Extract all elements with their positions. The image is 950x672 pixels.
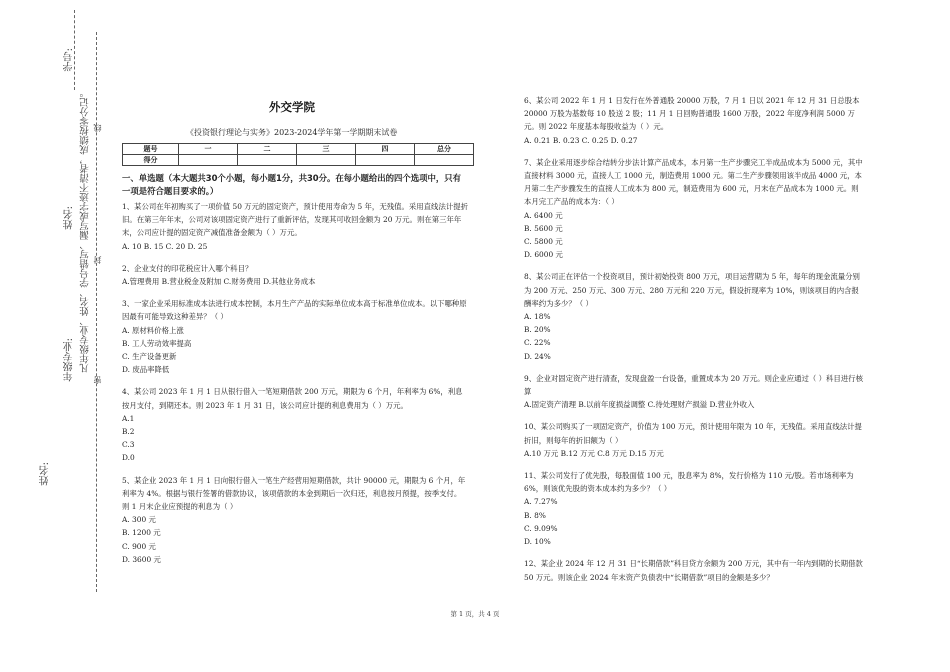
school-title: 外交学院 [269,100,315,114]
answer-option: D. 废品率降低 [122,365,170,375]
question-text: 11、某公司发行了优先股，每股面值 100 元，股息率为 8%，发行价格为 110 元/股。若市场利率为 6%，则该优先股的资本成本约为多少？（ ） [524,471,854,494]
answer-option: C. 9.09% [524,523,558,533]
answer-option: C. 生产设备更新 [122,352,177,362]
score-cell: 得分 [123,155,179,166]
question-block [524,94,864,147]
right-column [524,94,864,593]
answer-option: A.固定资产清理 B.以前年度损益调整 C.待处理财产损溢 D.营业外收入 [524,400,755,410]
question-text: 8、某公司正在评估一个投资项目，预计初始投资 800 万元，项目运营期为 5 年，每年的现金流量分别为 200 万元、250 万元、300 万元、280 万元和 220 万元，假设折现率为 10%，则该项目的内含报酬率约为多少？（ ） [524,272,860,308]
answer-option: A.1 [122,413,135,423]
answer-option: A. 0.21 B. 0.23 C. 0.25 D. 0.27 [524,135,638,145]
answer-option: D. 3600 元 [122,554,161,564]
question-block [122,200,468,253]
answer-option: A.10 万元 B.12 万元 C.8 万元 D.15 万元 [524,448,664,458]
question-block [524,420,864,460]
answer-option: B. 20% [524,325,551,335]
answer-option: A. 6400 元 [524,210,563,220]
score-blank [415,155,474,166]
grade-major-label: 年级专业: [64,338,75,382]
answer-option: B. 工人劳动效率提高 [122,338,192,348]
answer-option: B. 5600 元 [524,223,563,233]
question-block [122,474,468,566]
answer-option: B. 8% [524,510,546,520]
question-text: 3、一家企业采用标准成本法进行成本控制，本月生产产品的实际单位成本高于标准单位成本。以下哪种原因最有可能导致这种差异？（ ） [122,299,467,322]
fill-instructions: 凡年级专业、姓名、学号错写、漏写或字迹不清者，成绩按零分记。 [80,88,91,373]
seal-word-feng: 封 [93,256,102,264]
question-text: 6、某公司 2022 年 1 月 1 日发行在外普通股 20000 万股，7 月 1 日以 2021 年 12 月 31 日总股本 20000 万股为基数每 10 股送 2 股；11 月 1 日回购普通股 1600 万股，2022 年度净利润 5000 万元。则 2022 年度基本每股收益为（ ）元。 [524,96,860,132]
question-block [122,385,468,464]
answer-option: C. 22% [524,338,551,348]
question-text: 12、某企业 2024 年 12 月 31 日“长期借款”科目贷方余额为 200 万元，其中有一年内到期的长期借款 50 万元。则该企业 2024 年末资产负债表中“长期借款”项目的金额是多少？ [524,559,863,582]
answer-option: D. 24% [524,351,551,361]
score-cell: 一 [179,144,238,155]
question-block [524,469,864,548]
answer-option: A. 300 元 [122,515,156,525]
question-block [524,372,864,412]
answer-option: D. 6000 元 [524,250,563,260]
answer-option: A. 10 B. 15 C. 20 D. 25 [122,241,208,251]
question-text: 1、某公司在年初购买了一项价值 50 万元的固定资产，预计使用寿命为 5 年，无残值。采用直线法计提折旧。在第三年年末，公司对该项固定资产进行了重新评估，发现其可收回金额为 20 万元。则在第三年年末，公司应计提的固定资产减值准备金额为（ ）万元。 [122,202,469,238]
question-block [524,156,864,262]
answer-option: B. 1200 元 [122,528,161,538]
answer-option: C. 900 元 [122,541,156,551]
question-block [524,557,864,583]
question-block [524,270,864,362]
score-blank [238,155,297,166]
seal-word-mi: 密 [93,376,102,384]
answer-option: B.2 [122,427,135,437]
name-label: 姓名: [64,206,75,230]
answer-option: A.管理费用 B.营业税金及附加 C.财务费用 D.其他业务成本 [122,277,316,287]
left-column [122,172,468,575]
score-blank [297,155,356,166]
answer-option: C. 5800 元 [524,237,563,247]
score-cell: 总分 [415,144,474,155]
answer-option: A. 7.27% [524,497,558,507]
score-cell: 题号 [123,144,179,155]
question-text: 5、某企业 2023 年 1 月 1 日向银行借入一笔生产经营用短期借款，共计 90000 元，期限为 6 个月，年利率为 4%。根据与银行签署的借款协议，该项借款的本金到期后一次归还，利息按月预提，按季支付。则 1 月末企业应预提的利息为（ ） [122,475,466,512]
student-id-label: 学号: [64,48,75,72]
question-block [122,262,468,288]
score-blank [356,155,415,166]
question-text: 10、某公司购买了一项固定资产，价值为 100 万元，预计使用年限为 10 年，无残值。采用直线法计提折旧，则每年的折旧额为（ ） [524,422,862,445]
exam-title: 《投资银行理论与实务》2023-2024学年第一学期期末试卷 [186,128,398,137]
question-text: 2、企业支付的印花税应计入哪个科目？ [122,263,253,273]
score-table-score-row [123,155,474,166]
seal-dashed-line [96,32,97,592]
answer-option: D.0 [122,453,135,463]
score-blank [179,155,238,166]
school-label: 姓名: [40,462,51,486]
right-question-list [524,94,864,584]
score-cell: 三 [297,144,356,155]
score-table-header-row [123,144,474,155]
question-block [122,297,468,376]
answer-option: C.3 [122,440,135,450]
left-question-list [122,200,468,566]
section-title: 一、单选题（本大题共30个小题，每小题1分，共30分。在每小题给出的四个选项中，只有一项是符合题目要求的。） [122,173,462,196]
seal-word-xian: 线 [93,124,102,132]
score-table [122,143,474,166]
binding-sidebar [0,0,110,672]
question-text: 9、企业对固定资产进行清查，发现盘盈一台设备，重置成本为 20 万元。则企业应通过（ ）科目进行核算 [524,373,863,397]
answer-option: D. 10% [524,537,551,547]
score-cell: 二 [238,144,297,155]
question-text: 4、某公司 2023 年 1 月 1 日从银行借入一笔短期借款 200 万元，期限为 6 个月，年利率为 6%，利息按月支付，到期还本。则 2023 年 1 月 31 日，该公司应计提的利息费用为（ ）万元。 [122,387,463,410]
answer-option: A. 18% [524,312,551,322]
page-footer: 第 1 页，共 4 页 [450,610,500,618]
question-text: 7、某企业采用逐步综合结转分步法计算产品成本，本月第一生产步骤完工半成品成本为 5000 元，其中直接材料 3000 元，直接人工 1000 元，制造费用 1000 元。第二生产步骤领用该半成品 4000 元，本月第二生产步骤发生的直接人工成本为 800 元，制造费用为 600 元，月末在产品成本为 1000 元。则本月完工产品的成本为：（ ） [524,157,863,207]
answer-option: A. 原材料价格上涨 [122,325,184,335]
score-cell: 四 [356,144,415,155]
